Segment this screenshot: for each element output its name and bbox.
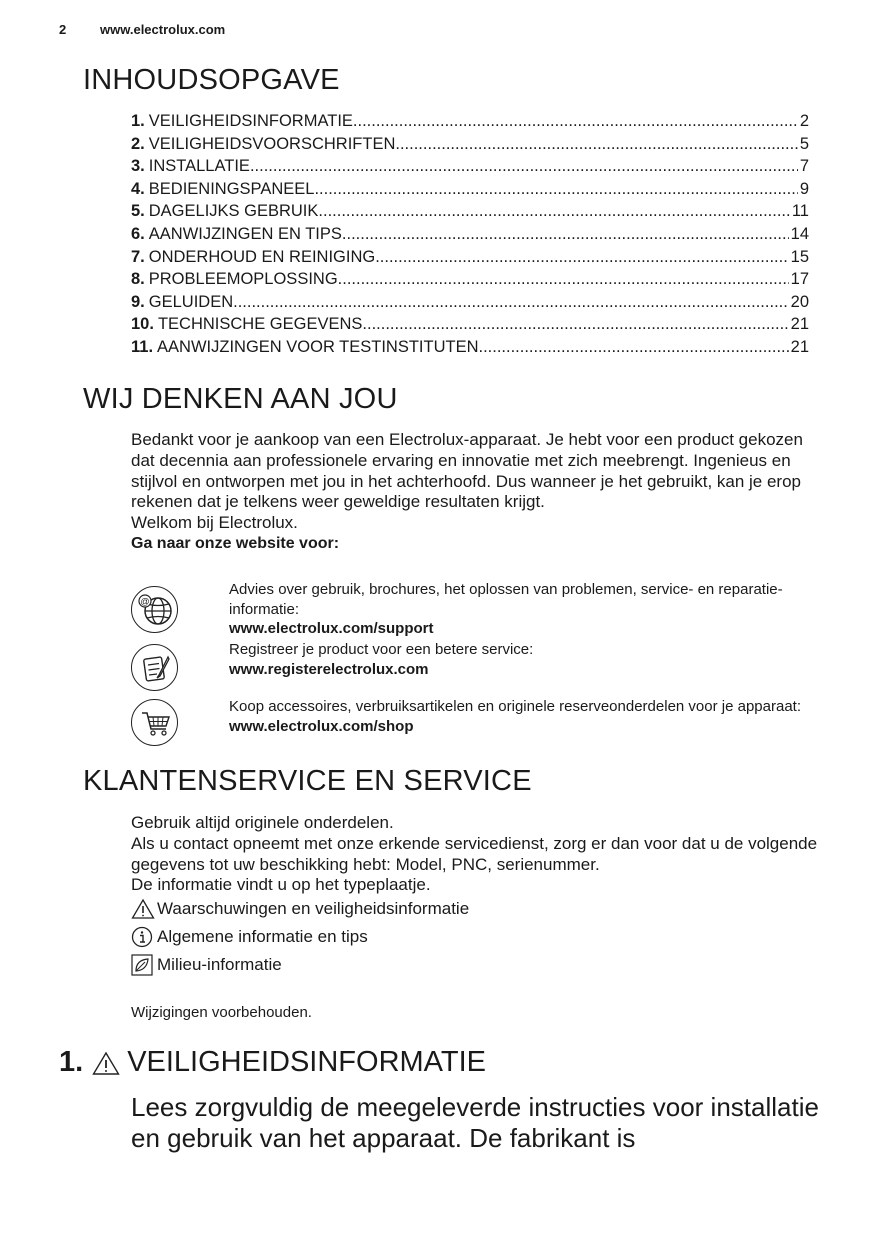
thinking-intro-block bbox=[131, 430, 821, 555]
legend-environment-label: Milieu-informatie bbox=[157, 955, 282, 974]
toc-leader-dots bbox=[362, 315, 788, 334]
service-line-2: Als u contact opneemt met onze erkende servicedienst, zorg er dan voor dat u de volgende gegevens tot uw beschikking hebt: Model, PNC, serienummer. bbox=[131, 833, 818, 874]
toc-item-page: 5 bbox=[799, 134, 809, 153]
toc-title: INHOUDSOPGAVE bbox=[83, 64, 340, 96]
shop-link-item bbox=[131, 697, 821, 757]
toc-item-number: 5. bbox=[131, 202, 145, 221]
toc-item[interactable] bbox=[131, 315, 809, 338]
toc-item-label: AANWIJZINGEN VOOR TESTINSTITUTEN bbox=[157, 337, 479, 356]
toc-item-page: 9 bbox=[799, 179, 809, 198]
toc-item-number: 6. bbox=[131, 224, 145, 243]
toc-item[interactable] bbox=[131, 180, 809, 203]
toc-leader-dots bbox=[353, 112, 798, 131]
register-link-item bbox=[131, 640, 821, 695]
toc-item-page: 11 bbox=[791, 202, 809, 221]
toc-leader-dots bbox=[314, 180, 797, 199]
section-1-text-block bbox=[131, 1092, 831, 1154]
info-icon bbox=[131, 926, 153, 948]
toc-item-label: TECHNISCHE GEGEVENS bbox=[157, 315, 363, 334]
toc-item-label: AANWIJZINGEN EN TIPS bbox=[148, 224, 342, 243]
service-title: KLANTENSERVICE EN SERVICE bbox=[83, 765, 532, 797]
support-link-item bbox=[131, 580, 821, 640]
toc-item-number: 9. bbox=[131, 292, 145, 311]
register-icon bbox=[131, 644, 178, 691]
toc-leader-dots bbox=[338, 270, 789, 289]
shop-link-text bbox=[229, 697, 809, 736]
toc-leader-dots bbox=[318, 202, 789, 221]
toc-item-number: 8. bbox=[131, 270, 145, 289]
cart-icon bbox=[131, 699, 178, 746]
toc-item-label: INSTALLATIE bbox=[148, 157, 250, 176]
table-of-contents bbox=[131, 112, 809, 361]
legend-info-label: Algemene informatie en tips bbox=[157, 927, 368, 946]
toc-item[interactable] bbox=[131, 248, 809, 271]
toc-item-label: VEILIGHEIDSVOORSCHRIFTEN bbox=[148, 134, 396, 153]
globe-icon bbox=[131, 586, 178, 633]
register-link-text bbox=[229, 640, 809, 679]
section-1-heading bbox=[59, 1046, 486, 1079]
legend-warning-label: Waarschuwingen en veiligheidsinformatie bbox=[157, 899, 470, 918]
legend-warning bbox=[131, 898, 469, 920]
toc-item-page: 20 bbox=[790, 292, 809, 311]
toc-item-label: VEILIGHEIDSINFORMATIE bbox=[148, 112, 353, 130]
toc-leader-dots bbox=[233, 293, 789, 312]
toc-item-label: DAGELIJKS GEBRUIK bbox=[148, 202, 319, 221]
toc-item-page: 17 bbox=[790, 270, 809, 289]
service-line-3: De informatie vindt u op het typeplaatje. bbox=[131, 875, 431, 895]
support-url[interactable]: www.electrolux.com/support bbox=[229, 620, 434, 637]
toc-item-number: 2. bbox=[131, 134, 145, 153]
section-1-text: Lees zorgvuldig de meegeleverde instructies voor installatie en gebruik van het apparaat. De fabrikant is bbox=[131, 1092, 819, 1153]
header-url[interactable]: www.electrolux.com bbox=[100, 22, 226, 37]
legend-info bbox=[131, 926, 368, 948]
toc-item[interactable] bbox=[131, 338, 809, 361]
register-url[interactable]: www.registerelectrolux.com bbox=[229, 660, 429, 678]
toc-item-page: 21 bbox=[790, 315, 809, 334]
shop-description: Koop accessoires, verbruiksartikelen en originele reserveonderdelen voor je apparaat: bbox=[229, 698, 801, 715]
service-line-1: Gebruik altijd originele onderdelen. bbox=[131, 813, 394, 832]
toc-item-number: 7. bbox=[131, 247, 145, 266]
toc-item-number: 4. bbox=[131, 179, 145, 198]
toc-item-label: BEDIENINGSPANEEL bbox=[148, 179, 315, 198]
toc-item-page: 2 bbox=[799, 112, 809, 130]
toc-item[interactable] bbox=[131, 135, 809, 158]
toc-item[interactable] bbox=[131, 157, 809, 180]
toc-item-page: 7 bbox=[799, 157, 809, 176]
toc-item-number: 1. bbox=[131, 112, 145, 130]
toc-item[interactable] bbox=[131, 202, 809, 225]
toc-item-number: 10. bbox=[131, 315, 154, 334]
register-description: Registreer je product voor een betere service: bbox=[229, 641, 534, 658]
toc-item-page: 15 bbox=[790, 247, 809, 266]
toc-item-label: PROBLEEMOPLOSSING bbox=[148, 270, 338, 289]
toc-item-page: 21 bbox=[790, 337, 809, 356]
toc-item-number: 3. bbox=[131, 157, 145, 176]
section-1-title: VEILIGHEIDSINFORMATIE bbox=[127, 1046, 486, 1078]
welcome-text: Welkom bij Electrolux. bbox=[131, 513, 298, 533]
toc-item[interactable] bbox=[131, 225, 809, 248]
section-1-number: 1. bbox=[59, 1046, 84, 1078]
support-link-text bbox=[229, 580, 809, 639]
toc-item-number: 11. bbox=[131, 337, 154, 356]
toc-leader-dots bbox=[479, 338, 789, 357]
legend-environment bbox=[131, 954, 282, 976]
toc-leader-dots bbox=[250, 157, 798, 176]
svg-text:@: @ bbox=[140, 596, 150, 607]
shop-url[interactable]: www.electrolux.com/shop bbox=[229, 717, 414, 735]
toc-item[interactable] bbox=[131, 112, 809, 135]
website-heading: Ga naar onze website voor: bbox=[131, 534, 340, 552]
service-text-block bbox=[131, 813, 821, 896]
toc-item-label: GELUIDEN bbox=[148, 292, 234, 311]
toc-item[interactable] bbox=[131, 270, 809, 293]
leaf-icon bbox=[131, 954, 153, 976]
warning-icon bbox=[131, 898, 153, 920]
toc-item-label: ONDERHOUD EN REINIGING bbox=[148, 247, 376, 266]
toc-item-page: 14 bbox=[790, 224, 809, 243]
warning-icon bbox=[91, 1050, 121, 1076]
toc-leader-dots bbox=[395, 135, 797, 154]
thinking-intro: Bedankt voor je aankoop van een Electrolux-apparaat. Je hebt voor een product gekozen dat decennia aan professionele ervaring en innovatie met zich meebrengt. Ingenieus en stijlvol en ontworpen met jou in het achterhoofd. Dus wanneer je het gebruikt, kan je erop rekenen dat je telkens weer geweldige resultaten krijgt. bbox=[131, 430, 803, 512]
support-description: Advies over gebruik, brochures, het oplossen van problemen, service- en reparatie-informatie: bbox=[229, 581, 783, 618]
thinking-title: WIJ DENKEN AAN JOU bbox=[83, 383, 398, 415]
changes-note: Wijzigingen voorbehouden. bbox=[131, 1004, 312, 1021]
toc-item[interactable] bbox=[131, 293, 809, 316]
toc-leader-dots bbox=[375, 248, 788, 267]
page-number: 2 bbox=[59, 22, 67, 37]
toc-leader-dots bbox=[342, 225, 789, 244]
